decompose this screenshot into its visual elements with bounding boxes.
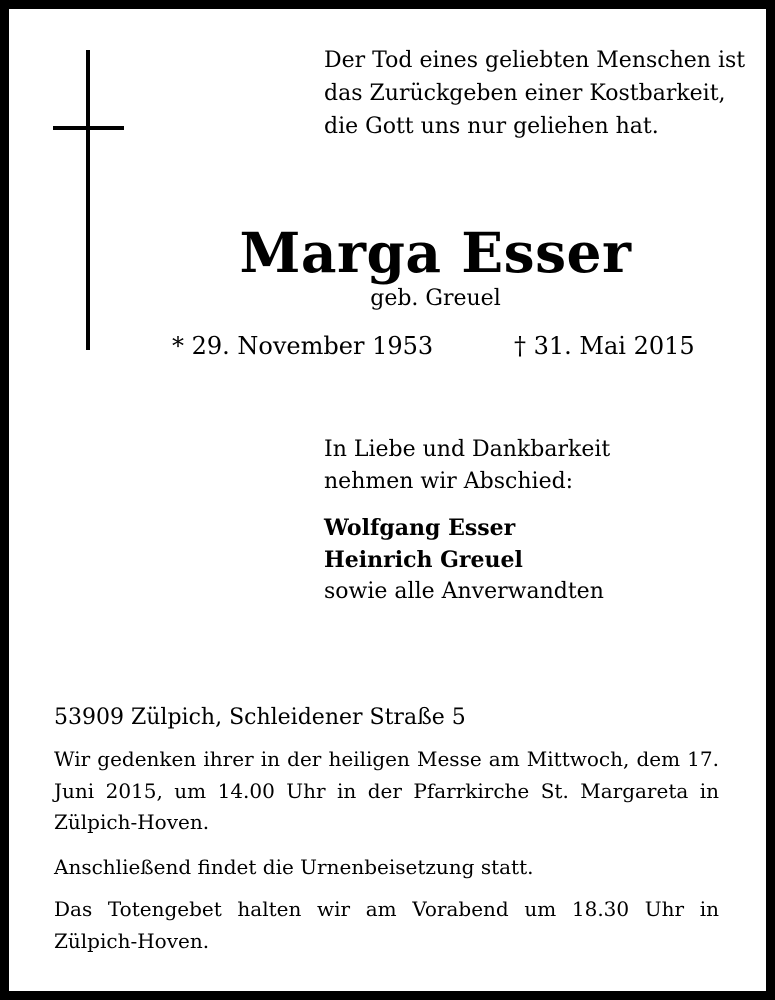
deceased-name: Marga Esser [239,220,632,285]
prayer-paragraph: Das Totengebet halten wir am Vorabend um 18.30 Uhr in Zülpich-Hoven. [54,897,719,953]
mourner-name: Wolfgang Esser [324,515,516,541]
mourners-block [324,434,744,608]
quote-block [324,44,744,143]
death-date: † 31. Mai 2015 [514,332,695,360]
quote-line: das Zurückgeben einer Kostbarkeit, [324,81,726,106]
address-line: 53909 Zülpich, Schleidener Straße 5 [54,705,466,730]
mourners-intro-line: In Liebe und Dankbarkeit [324,437,611,462]
quote-line: Der Tod eines geliebten Menschen ist [324,48,746,73]
cross-horizontal-bar [53,126,124,130]
mass-paragraph: Wir gedenken ihrer in der heiligen Messe am Mittwoch, dem 17. Juni 2015, um 14.00 Uhr in der Pfarrkirche St. Margareta in Zülpich-Hoven. [54,747,719,834]
mourners-intro-line: nehmen wir Abschied: [324,469,574,494]
quote-line: die Gott uns nur geliehen hat. [324,114,659,139]
maiden-name: geb. Greuel [370,286,501,311]
burial-paragraph: Anschließend findet die Urnenbeisetzung statt. [54,855,534,879]
mourner-name: Heinrich Greuel [324,547,523,573]
birth-date: * 29. November 1953 [172,332,434,360]
mourners-closing: sowie alle Anverwandten [324,579,604,604]
